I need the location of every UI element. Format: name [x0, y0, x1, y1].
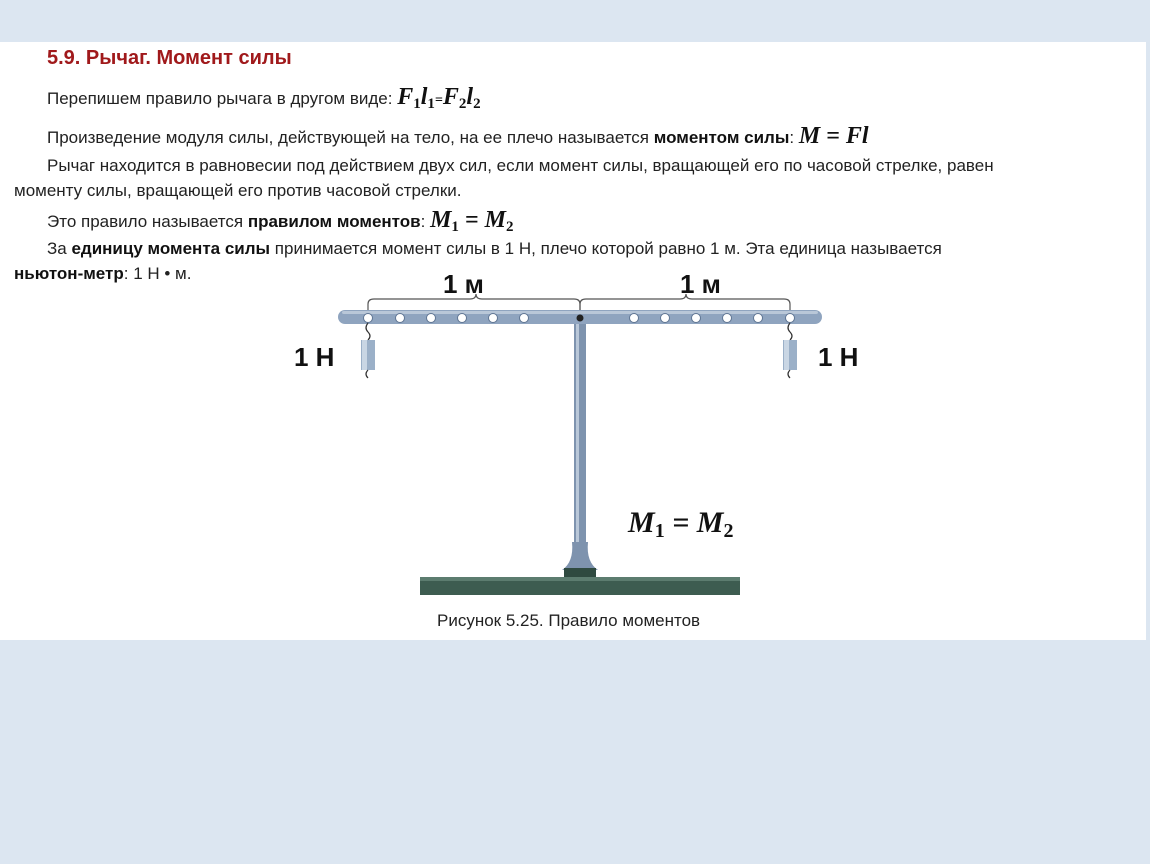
right-weight — [783, 323, 797, 378]
paragraph-unit-line1: За единицу момента силы принимается момент силы в 1 Н, плечо которой равно 1 м. Эта единица называется — [47, 239, 942, 258]
paragraph-equilibrium-line2: моменту силы, вращающей его против часовой стрелки. — [14, 181, 462, 200]
formula-moment-rule: $M_1 = M_2$ — [430, 207, 514, 235]
left-arm-label: 1 м — [443, 269, 484, 299]
paragraph-unit-line2: ньютон-метр: 1 Н • м. — [14, 264, 192, 283]
paragraph-moment-definition: Произведение модуля силы, действующей на тело, на ее плечо называется моментом силы: M = Fl — [47, 123, 869, 149]
section-title: 5.9. Рычаг. Момент силы — [47, 47, 292, 69]
right-weight-label: 1 Н — [818, 342, 859, 372]
stand-collar — [564, 568, 596, 578]
left-weight — [361, 323, 375, 378]
slide — [0, 42, 1146, 640]
paragraph-moment-rule: Это правило называется правилом моментов: $M_1 = M_2$ — [47, 207, 514, 235]
paragraph-lever-rule: Перепишем правило рычага в другом виде: $F_1l_1=F_2l_2$ — [47, 84, 481, 112]
right-arm-label: 1 м — [680, 269, 721, 299]
moment-equation: M1 = M2 — [628, 506, 734, 542]
formula-lever-rule: $F_1l_1=F_2l_2$ — [397, 84, 481, 112]
lever-diagram — [0, 42, 1146, 640]
pivot — [577, 315, 584, 322]
formula-moment: M = Fl — [798, 123, 869, 149]
paragraph-equilibrium-line1: Рычаг находится в равновесии под действием двух сил, если момент силы, вращающей его по часовой стрелке, равен — [47, 156, 994, 175]
stand-column — [574, 317, 586, 572]
left-weight-label: 1 Н — [294, 342, 335, 372]
stand-foot — [562, 542, 598, 570]
figure-caption: Рисунок 5.25. Правило моментов — [437, 611, 701, 630]
